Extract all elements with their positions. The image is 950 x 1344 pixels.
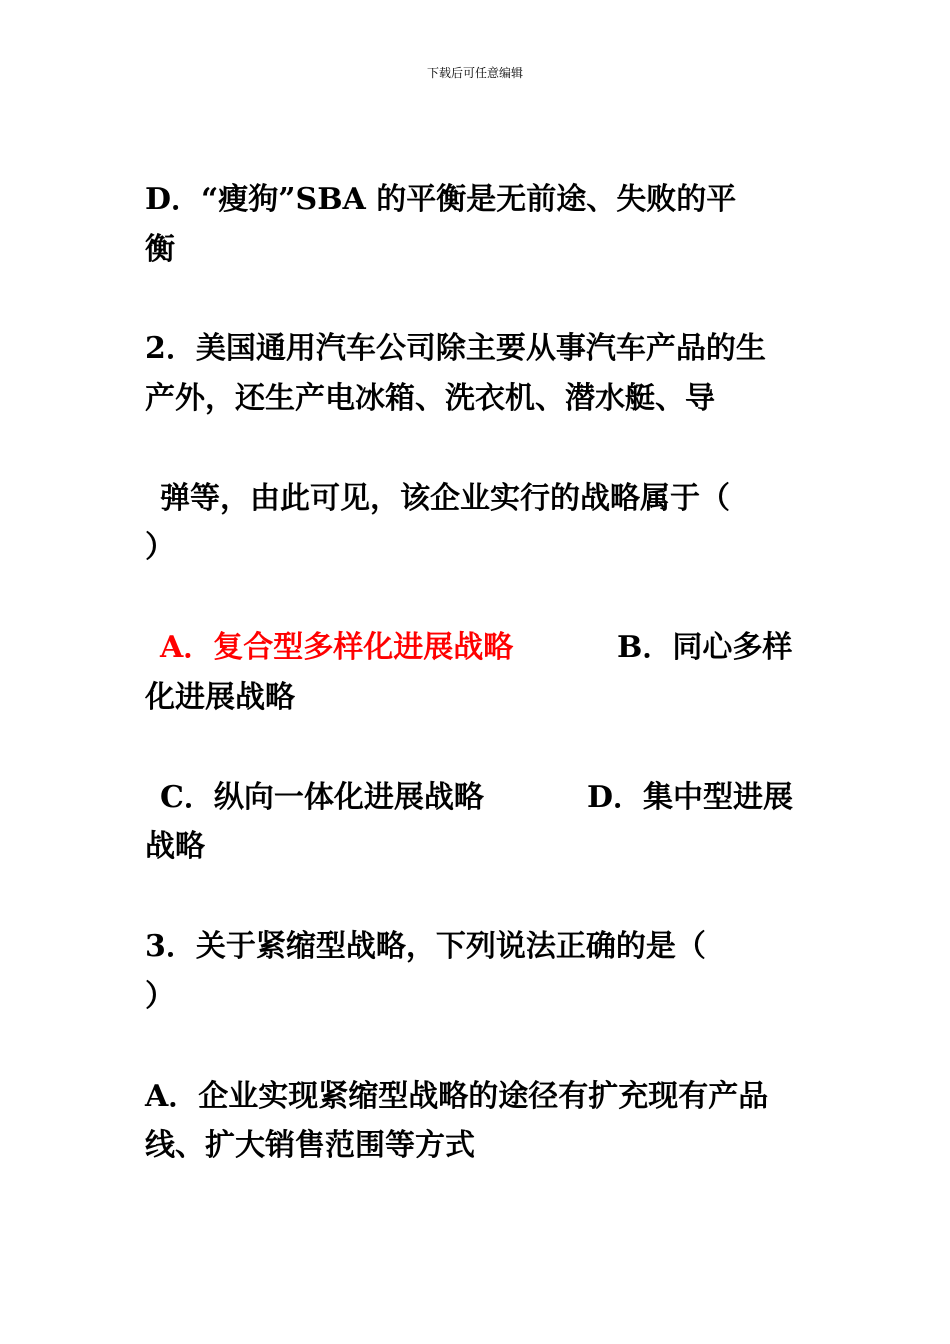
q3-option-a-line1: A．企业实现紧缩型战略的途径有扩充现有产品 [145,1079,769,1114]
q3-option-a-line2: 线、扩大销售范围等方式 [145,1128,475,1163]
q2-stem-line2: 产外，还生产电冰箱、洗衣机、潜水艇、导 [145,381,715,416]
q1-option-d-line2: 衡 [145,232,175,267]
q2-stem-line4: ） [145,530,175,565]
q2-option-b-part2: 化进展战略 [145,680,295,715]
q2-option-b-part1: B．同心多样 [617,630,793,665]
q1-option-d-line1: D．“瘦狗”SBA 的平衡是无前途、失败的平 [145,182,737,217]
q2-option-d-part2: 战略 [145,829,205,864]
q3-stem-line2: ） [145,979,175,1014]
q2-option-c: C．纵向一体化进展战略 [160,780,484,815]
q3-stem-line1: 3．关于紧缩型战略，下列说法正确的是（ [145,929,706,964]
q2-option-d-part1: D．集中型进展 [587,780,794,815]
q2-stem-line1: 2．美国通用汽车公司除主要从事汽车产品的生 [145,331,766,366]
page-header: 下载后可任意编辑 [426,66,523,80]
q2-option-a-answer: A．复合型多样化进展战略 [160,630,514,665]
q2-stem-line3: 弹等，由此可见，该企业实行的战略属于（ [160,481,730,516]
